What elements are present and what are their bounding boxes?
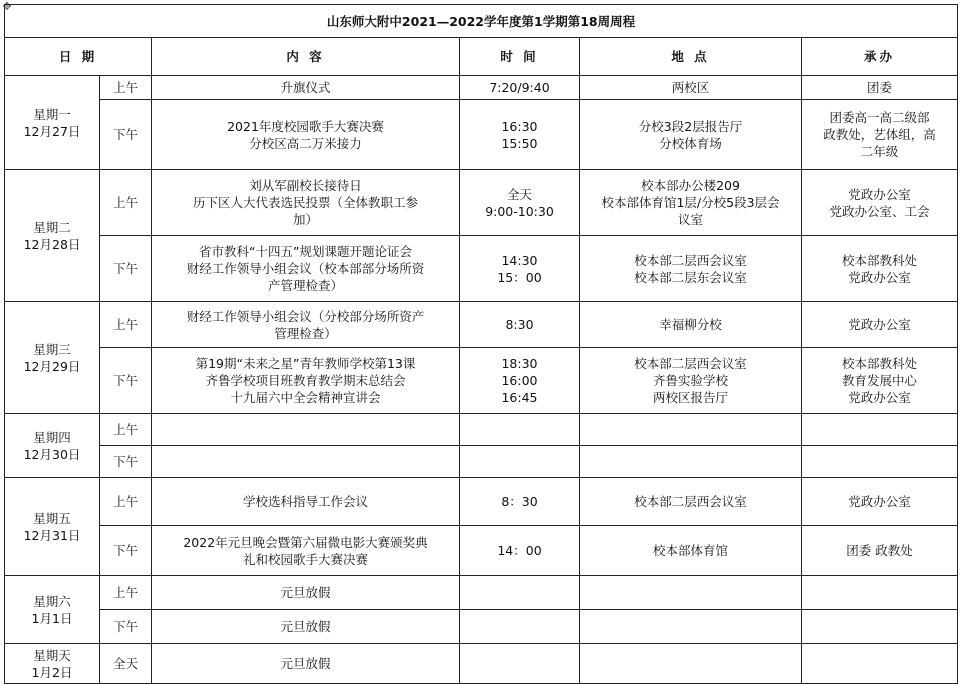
host-cell: [802, 348, 958, 414]
time-line: 8：30: [501, 494, 538, 509]
day-weekday: 星期六: [33, 593, 71, 609]
time-cell: [460, 414, 580, 446]
content-line: 礼和校园歌手大赛决赛: [242, 551, 368, 567]
content-cell: [152, 644, 460, 684]
time-cell: [460, 100, 580, 170]
content-cell: [152, 348, 460, 414]
segment-cell: 下午: [100, 610, 152, 644]
host-cell: [802, 414, 958, 446]
table-row: [5, 526, 958, 576]
time-line: 全天: [506, 186, 532, 202]
time-line: 16:30: [501, 118, 538, 134]
place-cell: [580, 526, 802, 576]
header-place: 地 点: [580, 38, 802, 76]
place-line: 校本部办公楼209: [641, 178, 740, 193]
place-cell: [580, 446, 802, 478]
host-line: 党政办公室: [848, 186, 911, 202]
time-cell: [460, 170, 580, 236]
content-line: 元旦放假: [280, 619, 331, 634]
table-row: [5, 76, 958, 100]
time-cell: [460, 576, 580, 610]
host-line: 团委: [867, 80, 893, 95]
day-weekday: 星期四: [33, 429, 71, 445]
table-row: [5, 170, 958, 236]
host-line: 校本部教科处: [842, 356, 918, 371]
content-cell: [152, 526, 460, 576]
place-cell: [580, 170, 802, 236]
place-line: 校本部体育馆: [652, 543, 728, 558]
place-cell: [580, 76, 802, 100]
host-line: 党政办公室: [848, 317, 911, 332]
place-line: 校本部二层东会议室: [634, 269, 747, 285]
place-cell: [580, 478, 802, 526]
place-cell: [580, 348, 802, 414]
place-line: 分校3段2层报告厅: [638, 118, 743, 134]
content-cell: [152, 610, 460, 644]
host-line: 党政办公室: [848, 390, 911, 405]
place-cell: [580, 610, 802, 644]
time-cell: [460, 644, 580, 684]
table-row: [5, 576, 958, 610]
segment-cell: 上午: [100, 76, 152, 100]
time-line: 16:00: [501, 373, 538, 388]
time-cell: [460, 76, 580, 100]
segment-cell: 下午: [100, 526, 152, 576]
day-cell: [5, 644, 100, 684]
day-weekday: 星期天: [33, 647, 71, 663]
content-line: 齐鲁学校项目班教育教学期末总结会: [205, 373, 406, 388]
content-cell: [152, 414, 460, 446]
day-date: 1月1日: [31, 610, 73, 626]
table-row: [5, 348, 958, 414]
segment-cell: 下午: [100, 236, 152, 302]
time-line: 16:45: [501, 390, 538, 405]
place-line: 两校区: [671, 80, 710, 95]
content-line: 财经工作领导小组会议（分校部分场所资产: [186, 308, 425, 324]
segment-cell: 全天: [100, 644, 152, 684]
day-date: 12月27日: [23, 123, 81, 139]
place-cell: [580, 236, 802, 302]
time-cell: [460, 478, 580, 526]
segment-cell: 上午: [100, 576, 152, 610]
content-line: 加）: [292, 212, 318, 227]
time-line: 9:00-10:30: [485, 203, 554, 219]
page-title: 山东师大附中2021—2022学年度第1学期第18周周程: [5, 5, 958, 38]
content-cell: [152, 446, 460, 478]
content-cell: [152, 302, 460, 348]
place-line: 议室: [677, 212, 703, 227]
time-cell: [460, 526, 580, 576]
header-host: 承办: [802, 38, 958, 76]
time-line: 14：00: [497, 543, 542, 558]
host-line: 校本部教科处: [842, 252, 918, 268]
table-row: [5, 302, 958, 348]
segment-cell: 上午: [100, 414, 152, 446]
host-cell: [802, 76, 958, 100]
time-line: 8:30: [505, 317, 534, 332]
host-cell: [802, 446, 958, 478]
place-line: 幸福柳分校: [659, 317, 722, 332]
place-line: 两校区报告厅: [652, 390, 728, 405]
content-line: 2021年度校园歌手大赛决赛: [227, 118, 384, 134]
day-cell: [5, 478, 100, 576]
content-line: 2022年元旦晚会暨第六届微电影大赛颁奖典: [183, 534, 428, 550]
place-line: 齐鲁实验学校: [652, 373, 728, 388]
table-row: [5, 478, 958, 526]
time-line: 18:30: [501, 356, 538, 371]
day-weekday: 星期三: [33, 341, 71, 357]
segment-cell: 上午: [100, 478, 152, 526]
content-cell: [152, 236, 460, 302]
time-cell: [460, 236, 580, 302]
host-cell: [802, 100, 958, 170]
host-cell: [802, 526, 958, 576]
time-cell: [460, 348, 580, 414]
time-line: 7:20/9:40: [489, 80, 550, 95]
time-cell: [460, 446, 580, 478]
day-cell: [5, 302, 100, 414]
content-line: 分校区高二万米接力: [249, 135, 362, 151]
content-cell: [152, 100, 460, 170]
content-cell: [152, 576, 460, 610]
host-cell: [802, 576, 958, 610]
segment-cell: 上午: [100, 302, 152, 348]
content-line: 元旦放假: [280, 656, 331, 671]
host-line: 团委高一高二级部: [829, 110, 930, 125]
day-weekday: 星期二: [33, 219, 71, 235]
segment-cell: 上午: [100, 170, 152, 236]
day-cell: [5, 170, 100, 302]
header-content: 内 容: [152, 38, 460, 76]
host-line: 党政办公室: [848, 269, 911, 285]
content-line: 管理检查）: [274, 325, 337, 341]
host-line: 党政办公室: [848, 494, 911, 509]
time-cell: [460, 610, 580, 644]
place-cell: [580, 302, 802, 348]
table-row: [5, 100, 958, 170]
title-row: [5, 5, 958, 38]
host-cell: [802, 302, 958, 348]
host-line: 党政办公室、工会: [829, 203, 930, 219]
content-line: 学校选科指导工作会议: [242, 494, 368, 509]
header-time: 时 间: [460, 38, 580, 76]
day-date: 12月30日: [23, 446, 81, 462]
content-line: 第19期“未来之星”青年教师学校第13课: [195, 356, 416, 371]
table-row: [5, 236, 958, 302]
header-row: [5, 38, 958, 76]
time-line: 15：00: [497, 269, 542, 285]
header-date: 日 期: [5, 38, 152, 76]
segment-cell: 下午: [100, 446, 152, 478]
place-line: 校本部体育馆1层/分校5段3层会: [601, 195, 780, 210]
time-cell: [460, 302, 580, 348]
day-cell: [5, 414, 100, 478]
place-line: 校本部二层西会议室: [634, 356, 747, 371]
content-line: 升旗仪式: [280, 80, 331, 95]
content-line: 刘从军副校长接待日: [249, 178, 362, 193]
segment-cell: 下午: [100, 348, 152, 414]
host-cell: [802, 644, 958, 684]
day-weekday: 星期一: [33, 106, 71, 122]
host-line: 教育发展中心: [842, 373, 918, 388]
place-cell: [580, 644, 802, 684]
table-row: [5, 414, 958, 446]
weekly-schedule-table: [4, 4, 958, 684]
content-line: 产管理检查）: [267, 278, 343, 293]
host-line: 团委 政教处: [846, 543, 913, 558]
content-cell: [152, 76, 460, 100]
table-row: [5, 644, 958, 684]
place-cell: [580, 576, 802, 610]
content-cell: [152, 170, 460, 236]
place-line: 校本部二层西会议室: [634, 494, 747, 509]
place-cell: [580, 414, 802, 446]
content-line: 省市教科“十四五”规划课题开题论证会: [199, 244, 412, 259]
table-row: [5, 610, 958, 644]
host-cell: [802, 478, 958, 526]
day-date: 12月31日: [23, 527, 81, 543]
host-cell: [802, 236, 958, 302]
place-line: 校本部二层西会议室: [634, 252, 747, 268]
host-line: 政教处，艺体组，高: [823, 127, 936, 142]
day-date: 12月29日: [23, 358, 81, 374]
content-cell: [152, 478, 460, 526]
day-date: 12月28日: [23, 236, 81, 252]
time-line: 15:50: [501, 135, 538, 151]
day-cell: [5, 576, 100, 644]
place-cell: [580, 100, 802, 170]
day-date: 1月2日: [31, 664, 73, 680]
content-line: 十九届六中全会精神宣讲会: [230, 390, 381, 405]
content-line: 元旦放假: [280, 585, 331, 600]
table-row: [5, 446, 958, 478]
host-cell: [802, 610, 958, 644]
content-line: 财经工作领导小组会议（校本部部分场所资: [186, 261, 425, 276]
content-line: 历下区人大代表选民投票（全体教职工参: [192, 195, 418, 210]
host-line: 二年级: [860, 144, 899, 159]
table-move-handle-icon[interactable]: ✥: [2, 0, 12, 13]
day-weekday: 星期五: [33, 510, 71, 526]
day-cell: [5, 76, 100, 170]
host-cell: [802, 170, 958, 236]
segment-cell: 下午: [100, 100, 152, 170]
place-line: 分校体育场: [659, 135, 722, 151]
time-line: 14:30: [501, 252, 538, 268]
